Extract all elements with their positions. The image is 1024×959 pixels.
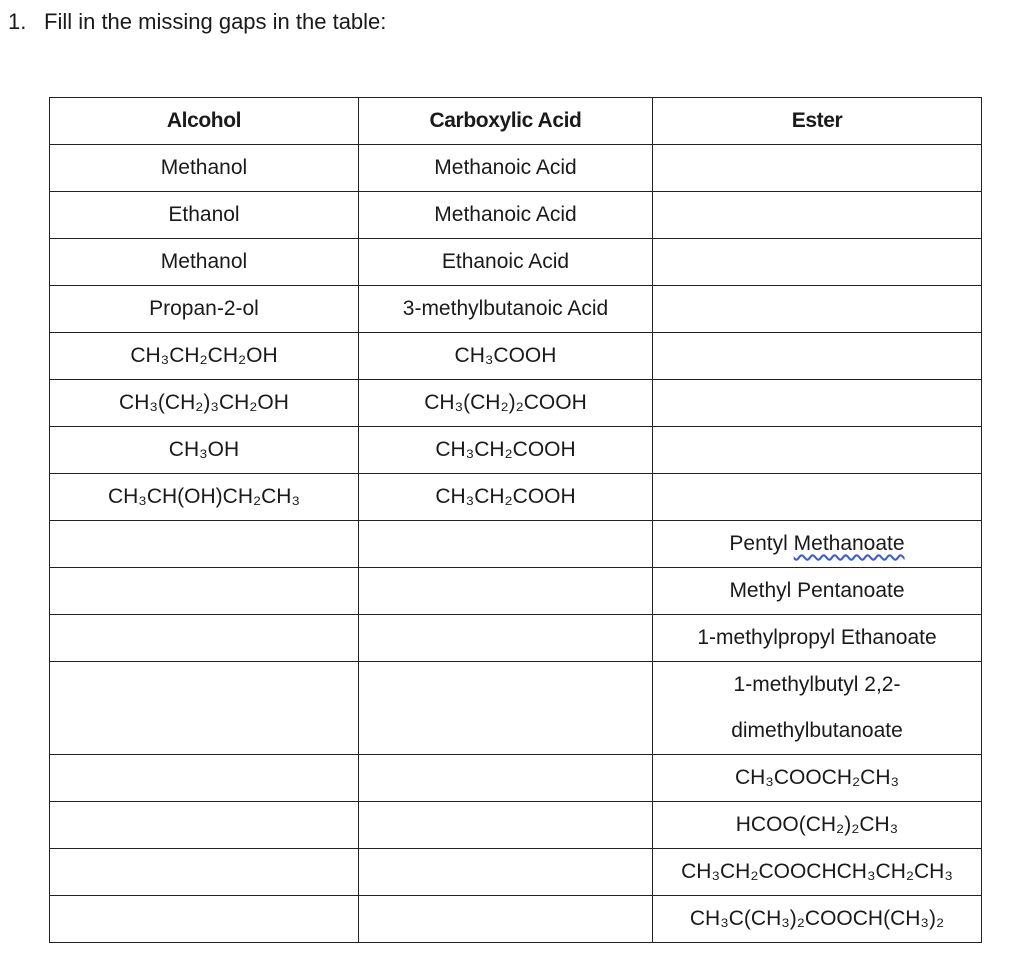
acid-cell: Methanoic Acid — [359, 145, 653, 192]
ester-cell — [653, 662, 982, 755]
alcohol-cell[interactable] — [50, 896, 359, 943]
alcohol-cell: Ethanol — [50, 192, 359, 239]
acid-cell[interactable] — [359, 849, 653, 896]
ester-cell[interactable] — [653, 427, 982, 474]
ester-word-pentyl: Pentyl — [729, 532, 788, 555]
table-row — [50, 192, 982, 239]
table-row — [50, 755, 982, 802]
table-row — [50, 568, 982, 615]
alcohol-cell[interactable] — [50, 755, 359, 802]
ester-cell[interactable] — [653, 380, 982, 427]
ester-cell: CH₃C(CH₃)₂COOCH(CH₃)₂ — [653, 896, 982, 943]
acid-cell[interactable] — [359, 755, 653, 802]
spellcheck-flagged-word: Methanoate — [793, 532, 905, 555]
alcohol-cell: Methanol — [50, 239, 359, 286]
table-row — [50, 802, 982, 849]
acid-cell: Methanoic Acid — [359, 192, 653, 239]
ester-cell[interactable] — [653, 192, 982, 239]
acid-cell: CH₃CH₂COOH — [359, 427, 653, 474]
acid-cell[interactable] — [359, 802, 653, 849]
ester-cell[interactable] — [653, 333, 982, 380]
alcohol-cell: CH₃OH — [50, 427, 359, 474]
table-row — [50, 380, 982, 427]
table-row — [50, 521, 982, 568]
header-ester: Ester — [653, 98, 982, 145]
acid-cell[interactable] — [359, 615, 653, 662]
ester-cell[interactable] — [653, 474, 982, 521]
alcohol-cell[interactable] — [50, 662, 359, 755]
table-row — [50, 239, 982, 286]
acid-cell: CH₃COOH — [359, 333, 653, 380]
alcohol-cell: Methanol — [50, 145, 359, 192]
table-row — [50, 333, 982, 380]
acid-cell: CH₃(CH₂)₂COOH — [359, 380, 653, 427]
acid-cell: 3-methylbutanoic Acid — [359, 286, 653, 333]
acid-cell: Ethanoic Acid — [359, 239, 653, 286]
ester-cell: CH₃COOCH₂CH₃ — [653, 755, 982, 802]
alcohol-cell[interactable] — [50, 568, 359, 615]
header-alcohol: Alcohol — [50, 98, 359, 145]
table-row — [50, 615, 982, 662]
ester-cell: Methyl Pentanoate — [653, 568, 982, 615]
ester-cell[interactable] — [653, 286, 982, 333]
gaps-table — [49, 97, 982, 943]
ester-cell: 1-methylpropyl Ethanoate — [653, 615, 982, 662]
question-heading — [8, 8, 386, 36]
acid-cell[interactable] — [359, 896, 653, 943]
ester-cell[interactable] — [653, 239, 982, 286]
ester-cell — [653, 521, 982, 568]
alcohol-cell: Propan-2-ol — [50, 286, 359, 333]
table-row — [50, 849, 982, 896]
table-row — [50, 427, 982, 474]
table-row — [50, 145, 982, 192]
ester-cell: CH₃CH₂COOCHCH₃CH₂CH₃ — [653, 849, 982, 896]
table-row — [50, 662, 982, 755]
alcohol-cell: CH₃(CH₂)₃CH₂OH — [50, 380, 359, 427]
alcohol-cell[interactable] — [50, 521, 359, 568]
acid-cell: CH₃CH₂COOH — [359, 474, 653, 521]
table-row — [50, 286, 982, 333]
ester-line-1: 1-methylbutyl 2,2- — [733, 673, 901, 696]
table-row — [50, 896, 982, 943]
acid-cell[interactable] — [359, 568, 653, 615]
ester-line-2: dimethylbutanoate — [731, 719, 903, 742]
header-carboxylic-acid: Carboxylic Acid — [359, 98, 653, 145]
table-row — [50, 474, 982, 521]
table-header-row — [50, 98, 982, 145]
alcohol-cell[interactable] — [50, 849, 359, 896]
alcohol-cell[interactable] — [50, 615, 359, 662]
question-number: 1. — [8, 9, 27, 34]
question-text: Fill in the missing gaps in the table: — [44, 9, 387, 34]
alcohol-cell: CH₃CH(OH)CH₂CH₃ — [50, 474, 359, 521]
ester-cell[interactable] — [653, 145, 982, 192]
acid-cell[interactable] — [359, 662, 653, 755]
acid-cell[interactable] — [359, 521, 653, 568]
alcohol-cell[interactable] — [50, 802, 359, 849]
alcohol-cell: CH₃CH₂CH₂OH — [50, 333, 359, 380]
ester-cell: HCOO(CH₂)₂CH₃ — [653, 802, 982, 849]
